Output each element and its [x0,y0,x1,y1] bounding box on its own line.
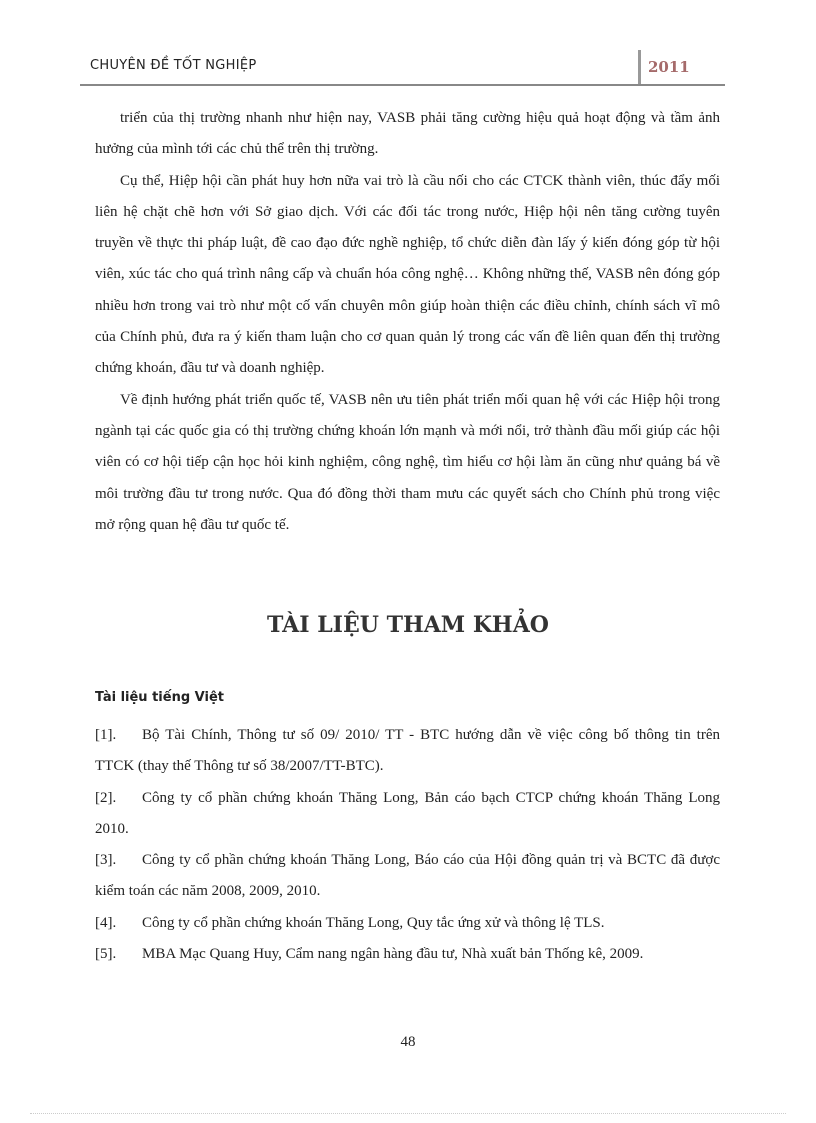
reference-text: Công ty cổ phần chứng khoán Thăng Long, Báo cáo của Hội đồng quản trị và BCTC đã được kiểm toán các năm 2008, 2009, 2010. [95,852,720,900]
reference-item [95,908,720,939]
reference-number: [2]. [95,789,117,806]
reference-text: MBA Mạc Quang Huy, Cẩm nang ngân hàng đầu tư, Nhà xuất bản Thống kê, 2009. [142,946,644,963]
reference-list [95,720,720,970]
reference-number: [3]. [95,852,117,869]
section-title: TÀI LIỆU THAM KHẢO [267,612,549,638]
paragraph: Về định hướng phát triển quốc tế, VASB nên ưu tiên phát triển mối quan hệ với các Hiệp hội trong ngành tại các quốc gia có thị trường chứng khoán lớn mạnh và mới nổi, trở thành đầu mối giúp các hội viên có cơ hội tiếp cận học hỏi kinh nghiệm, công nghệ, tìm hiểu cơ hội làm ăn cũng như quảng bá về môi trường đầu tư trong nước. Qua đó đồng thời tham mưu các quyết sách cho Chính phủ trong việc mở rộng quan hệ đầu tư quốc tế. [95,391,720,533]
reference-text: Công ty cổ phần chứng khoán Thăng Long, Quy tắc ứng xử và thông lệ TLS. [142,914,605,931]
page-header [80,48,725,86]
header-title: CHUYÊN ĐỀ TỐT NGHIỆP [90,58,257,73]
reference-number: [5]. [95,946,117,963]
header-year: 2011 [648,58,690,76]
reference-item [95,720,720,783]
header-divider [638,50,641,84]
body-text [95,103,720,541]
paragraph: Cụ thể, Hiệp hội cần phát huy hơn nữa vai trò là cầu nối cho các CTCK thành viên, thúc đẩy mối liên hệ chặt chẽ hơn với Sở giao dịch. Với các đối tác trong nước, Hiệp hội nên tăng cường tuyên truyền về thực thi pháp luật, đề cao đạo đức nghề nghiệp, tổ chức diễn đàn lấy ý kiến đóng góp từ hội viên, xúc tác cho quá trình nâng cấp và chuẩn hóa công nghệ… Không những thế, VASB nên đóng góp nhiều hơn trong vai trò như một cố vấn chuyên môn giúp hoàn thiện các điều chỉnh, chính sách vĩ mô của Chính phủ, đưa ra ý kiến tham luận cho cơ quan quản lý trong các vấn đề liên quan đến thị trường chứng khoán, đầu tư và doanh nghiệp. [95,172,720,377]
reference-number: [4]. [95,914,117,931]
reference-item [95,783,720,846]
reference-item [95,939,720,970]
reference-text: Công ty cổ phần chứng khoán Thăng Long, Bản cáo bạch CTCP chứng khoán Thăng Long 2010. [95,789,720,837]
paragraph: triển của thị trường nhanh như hiện nay, VASB phải tăng cường hiệu quả hoạt động và tầm ảnh hưởng của mình tới các chủ thể trên thị trường. [95,110,720,158]
reference-number: [1]. [95,727,117,743]
references-heading: Tài liệu tiếng Việt [95,690,224,705]
reference-item [95,845,720,908]
page-number: 48 [400,1034,416,1050]
page-bottom-border [30,1113,786,1114]
reference-text: Bộ Tài Chính, Thông tư số 09/ 2010/ TT - BTC hướng dẫn về việc công bố thông tin trên TTCK (thay thế Thông tư số 38/2007/TT-BTC). [95,727,720,775]
